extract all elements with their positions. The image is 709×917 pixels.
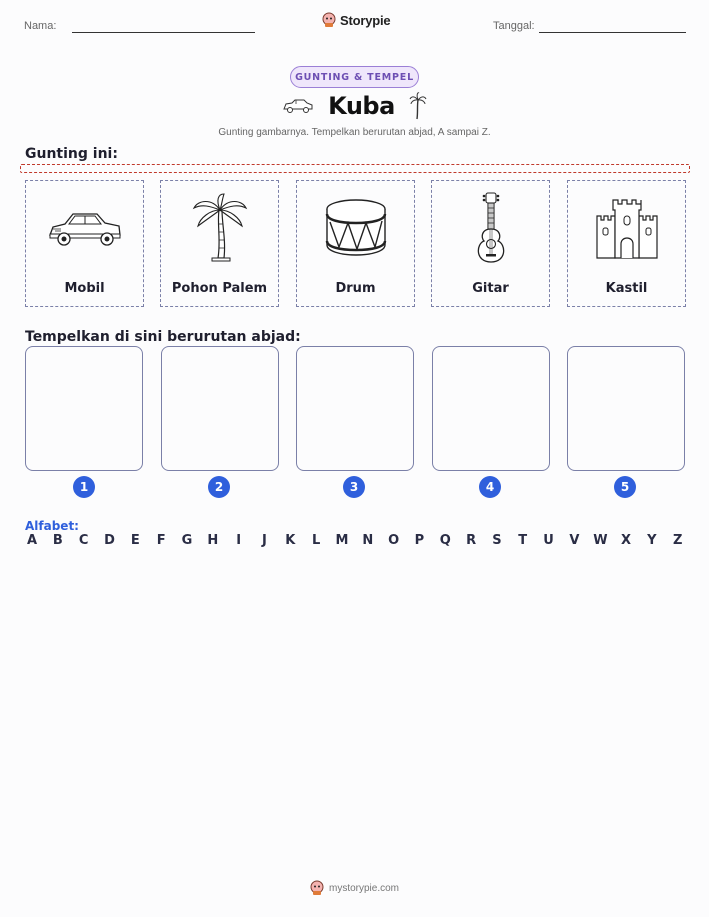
alphabet-letter: C [78, 533, 89, 548]
card-label: Gitar [472, 281, 509, 296]
alphabet-letter: F [156, 533, 166, 548]
alphabet-letter: U [543, 533, 554, 548]
alphabet-letter: V [569, 533, 580, 548]
slot-number-badge: 3 [343, 476, 365, 498]
car-small-icon [282, 98, 314, 114]
paste-slot-1[interactable] [25, 346, 143, 471]
drum-icon [324, 197, 388, 259]
paste-slot-3[interactable] [296, 346, 414, 471]
name-label: Nama: [24, 20, 57, 32]
paste-slot-4[interactable] [432, 346, 550, 471]
cut-card-gitar[interactable] [431, 180, 550, 307]
car-icon [47, 205, 123, 251]
instructions: Gunting gambarnya. Tempelkan berurutan abjad, A sampai Z. [218, 127, 491, 138]
alphabet-letter: B [52, 533, 63, 548]
alphabet-letter: G [181, 533, 193, 548]
page-title: Kuba [328, 92, 395, 120]
alphabet-letter: M [335, 533, 349, 548]
date-label: Tanggal: [493, 20, 535, 32]
alphabet-letter: T [518, 533, 528, 548]
brand-name: Storypie [340, 12, 391, 28]
cut-heading: Gunting ini: [25, 146, 118, 162]
alphabet-letter: A [26, 533, 38, 548]
footer [0, 880, 709, 896]
brand-logo [322, 12, 390, 28]
alphabet-letter: R [466, 533, 477, 548]
alphabet-letter: E [130, 533, 140, 548]
alphabet-letter: Z [672, 533, 683, 548]
alphabet-letter: S [492, 533, 502, 548]
card-label: Kastil [605, 281, 648, 296]
alphabet-letter: X [621, 533, 632, 548]
card-label: Pohon Palem [171, 281, 268, 296]
alphabet-letter: D [104, 533, 115, 548]
alphabet-letter: Y [647, 533, 657, 548]
paste-heading: Tempelkan di sini berurutan abjad: [25, 329, 301, 345]
cut-card-pohon-palem[interactable] [160, 180, 279, 307]
card-label: Mobil [64, 281, 105, 296]
alphabet-label: Alfabet: [25, 519, 79, 533]
alphabet-letter: J [262, 533, 267, 548]
alphabet-letter: Q [439, 533, 451, 548]
date-line [539, 32, 686, 33]
castle-icon [595, 196, 659, 260]
activity-badge: GUNTING & TEMPEL [290, 66, 419, 88]
alphabet-row [25, 533, 685, 548]
card-label: Drum [335, 281, 376, 296]
palm-tree-icon [190, 192, 250, 264]
alphabet-letter: N [362, 533, 374, 548]
storypie-mascot-icon [310, 880, 324, 896]
alphabet-letter: L [311, 533, 321, 548]
palm-small-icon [409, 92, 427, 120]
storypie-mascot-icon [322, 12, 336, 28]
guitar-icon [471, 192, 511, 264]
alphabet-letter: K [285, 533, 296, 548]
alphabet-letter: W [593, 533, 608, 548]
paste-slot-2[interactable] [161, 346, 279, 471]
alphabet-letter: H [207, 533, 219, 548]
name-line [72, 32, 255, 33]
footer-url[interactable]: mystorypie.com [328, 882, 399, 894]
cut-card-mobil[interactable] [25, 180, 144, 307]
paste-slot-5[interactable] [567, 346, 685, 471]
alphabet-letter: I [236, 533, 242, 548]
slot-number-badge: 1 [73, 476, 95, 498]
slot-number-badge: 2 [208, 476, 230, 498]
cut-line[interactable] [20, 164, 690, 173]
cut-card-drum[interactable] [296, 180, 415, 307]
alphabet-letter: O [388, 533, 400, 548]
slot-number-badge: 5 [614, 476, 636, 498]
slot-number-badge: 4 [479, 476, 501, 498]
cut-card-kastil[interactable] [567, 180, 686, 307]
alphabet-letter: P [414, 533, 425, 548]
title-row [0, 92, 709, 120]
